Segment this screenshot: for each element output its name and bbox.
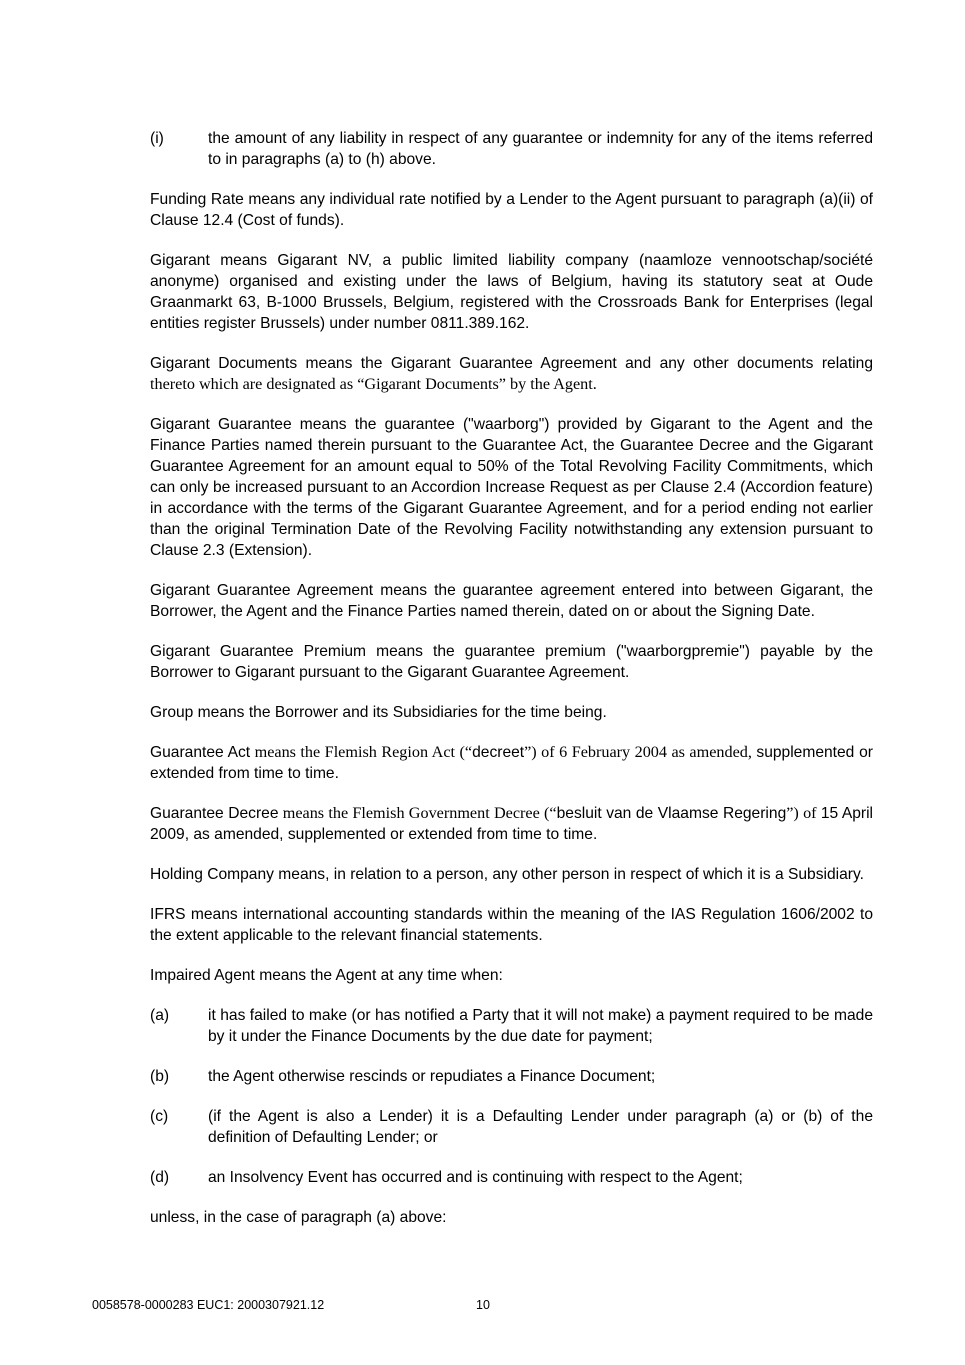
page-number: 10 <box>476 1298 490 1312</box>
defined-term: Gigarant Guarantee Premium <box>150 643 367 660</box>
definition-text: means, in relation to a person, any other person in respect of which it is a Subsidiary. <box>273 866 864 883</box>
definition-text: means the guarantee ("waarborg") provided by Gigarant to the Agent and the Finance Parties named therein pursuant to the Guarantee Act, the Guarantee Decree and the Gigarant Guarantee Agreement for an amount equal to 50% of the Total Revolving Facility Commitments, which can only be increased pursuant to an Accordion Increase Request as per Clause 2.4 (Accordion feature) in accordance with the terms of the Gigarant Guarantee Agreement, and for a period ending not earlier than the original Termination Date of the Revolving Facility notwithstanding any extension pursuant to Clause 2.3 (Extension). <box>150 416 873 559</box>
definition-text-serif: means the Flemish Region Act (“ <box>250 743 473 761</box>
item-text: (if the Agent is also a Lender) it is a Defaulting Lender under paragraph (a) or (b) of the definition of Defaulting Lender; or <box>208 1108 873 1146</box>
defined-term: Group <box>150 704 194 721</box>
defined-term: Gigarant <box>150 252 210 269</box>
definition-text: means Gigarant NV, a public limited liability company (naamloze vennootschap/société anonyme) organised and existing under the laws of Belgium, having its statutory seat at Oude Graanmarkt 63, B-1000 Brussels, Belgium, registered with the Crossroads Bank for Enterprises (legal entities register Brussels) under number 0811.389.162. <box>150 252 873 332</box>
definition-text: means the Gigarant Guarantee Agreement and any other documents relating <box>297 355 873 372</box>
definition-text: means the Agent at any time when: <box>254 967 503 984</box>
defined-term: Funding Rate <box>150 191 244 208</box>
definition-text-serif: thereto which are designated as “Gigarant Documents” by the Agent. <box>150 375 597 393</box>
definition-ifrs <box>150 904 873 946</box>
definition-text: means any individual rate notified by a Lender to the Agent pursuant to paragraph (a)(ii) of Clause 12.4 (Cost of funds). <box>150 191 874 229</box>
list-item <box>150 1066 873 1087</box>
definition-gigarant-guarantee <box>150 414 873 561</box>
item-label: (c) <box>150 1108 169 1125</box>
definition-text: means the guarantee premium ("waarborgpremie") payable by the Borrower to Gigarant pursuant to the Gigarant Guarantee Agreement. <box>150 643 874 681</box>
definition-impaired-agent <box>150 965 873 986</box>
defined-term: Guarantee Act <box>150 744 251 761</box>
list-item <box>150 1005 873 1047</box>
definition-text: supplemented or extended from time to time. <box>150 744 873 782</box>
definition-text: means international accounting standards within the meaning of the IAS Regulation 1606/2002 to the extent applicable to the relevant financial statements. <box>150 906 873 944</box>
item-label: (d) <box>150 1169 170 1186</box>
list-item <box>150 1167 873 1188</box>
page-content <box>150 128 873 1247</box>
definition-group <box>150 702 873 723</box>
item-text: an Insolvency Event has occurred and is continuing with respect to the Agent; <box>208 1169 743 1186</box>
item-label: (b) <box>150 1068 170 1085</box>
definition-text-italic-term: decreet <box>472 744 525 761</box>
definition-text: 15 April 2009, as amended, supplemented or extended from time to time. <box>150 805 874 843</box>
footer-document-ref: 0058578-0000283 EUC1: 2000307921.12 <box>92 1298 325 1312</box>
defined-term: Gigarant Documents <box>150 355 298 372</box>
defined-term: Gigarant Guarantee <box>150 416 292 433</box>
list-item <box>150 128 873 170</box>
defined-term: Holding Company <box>150 866 274 883</box>
item-text: it has failed to make (or has notified a Party that it will not make) a payment required to be made by it under the Finance Documents by the due date for payment; <box>208 1007 873 1045</box>
list-item <box>150 1106 873 1148</box>
item-label: (i) <box>150 130 164 147</box>
definition-gigarant-guarantee-premium <box>150 641 873 683</box>
definition-text: means the Borrower and its Subsidiaries for the time being. <box>193 704 607 721</box>
definition-gigarant-guarantee-agreement <box>150 580 873 622</box>
definition-holding-company <box>150 864 873 885</box>
definition-guarantee-decree <box>150 803 873 845</box>
definition-text-serif: means the Flemish Government Decree (“ <box>278 804 557 822</box>
definition-text-serif: ”) of 6 February 2004 as amended, <box>524 743 757 761</box>
item-label: (a) <box>150 1007 170 1024</box>
definition-gigarant-documents <box>150 353 873 395</box>
definition-text: means the guarantee agreement entered into between Gigarant, the Borrower, the Agent and the Finance Parties named therein, dated on or about the Signing Date. <box>150 582 873 620</box>
item-text: the amount of any liability in respect of any guarantee or indemnity for any of the items referred to in paragraphs (a) to (h) above. <box>208 130 873 168</box>
definition-guarantee-act <box>150 742 873 784</box>
defined-term: IFRS <box>150 906 186 923</box>
definition-text-italic-term: besluit van de Vlaamse Regering <box>556 805 787 822</box>
definition-text-serif: ”) of <box>786 804 821 822</box>
defined-term: Guarantee Decree <box>150 805 279 822</box>
item-text: the Agent otherwise rescinds or repudiates a Finance Document; <box>208 1068 656 1085</box>
unless-clause: unless, in the case of paragraph (a) above: <box>150 1209 447 1226</box>
defined-term: Impaired Agent <box>150 967 255 984</box>
defined-term: Gigarant Guarantee Agreement <box>150 582 374 599</box>
definition-funding-rate <box>150 189 873 231</box>
definition-gigarant <box>150 250 873 334</box>
